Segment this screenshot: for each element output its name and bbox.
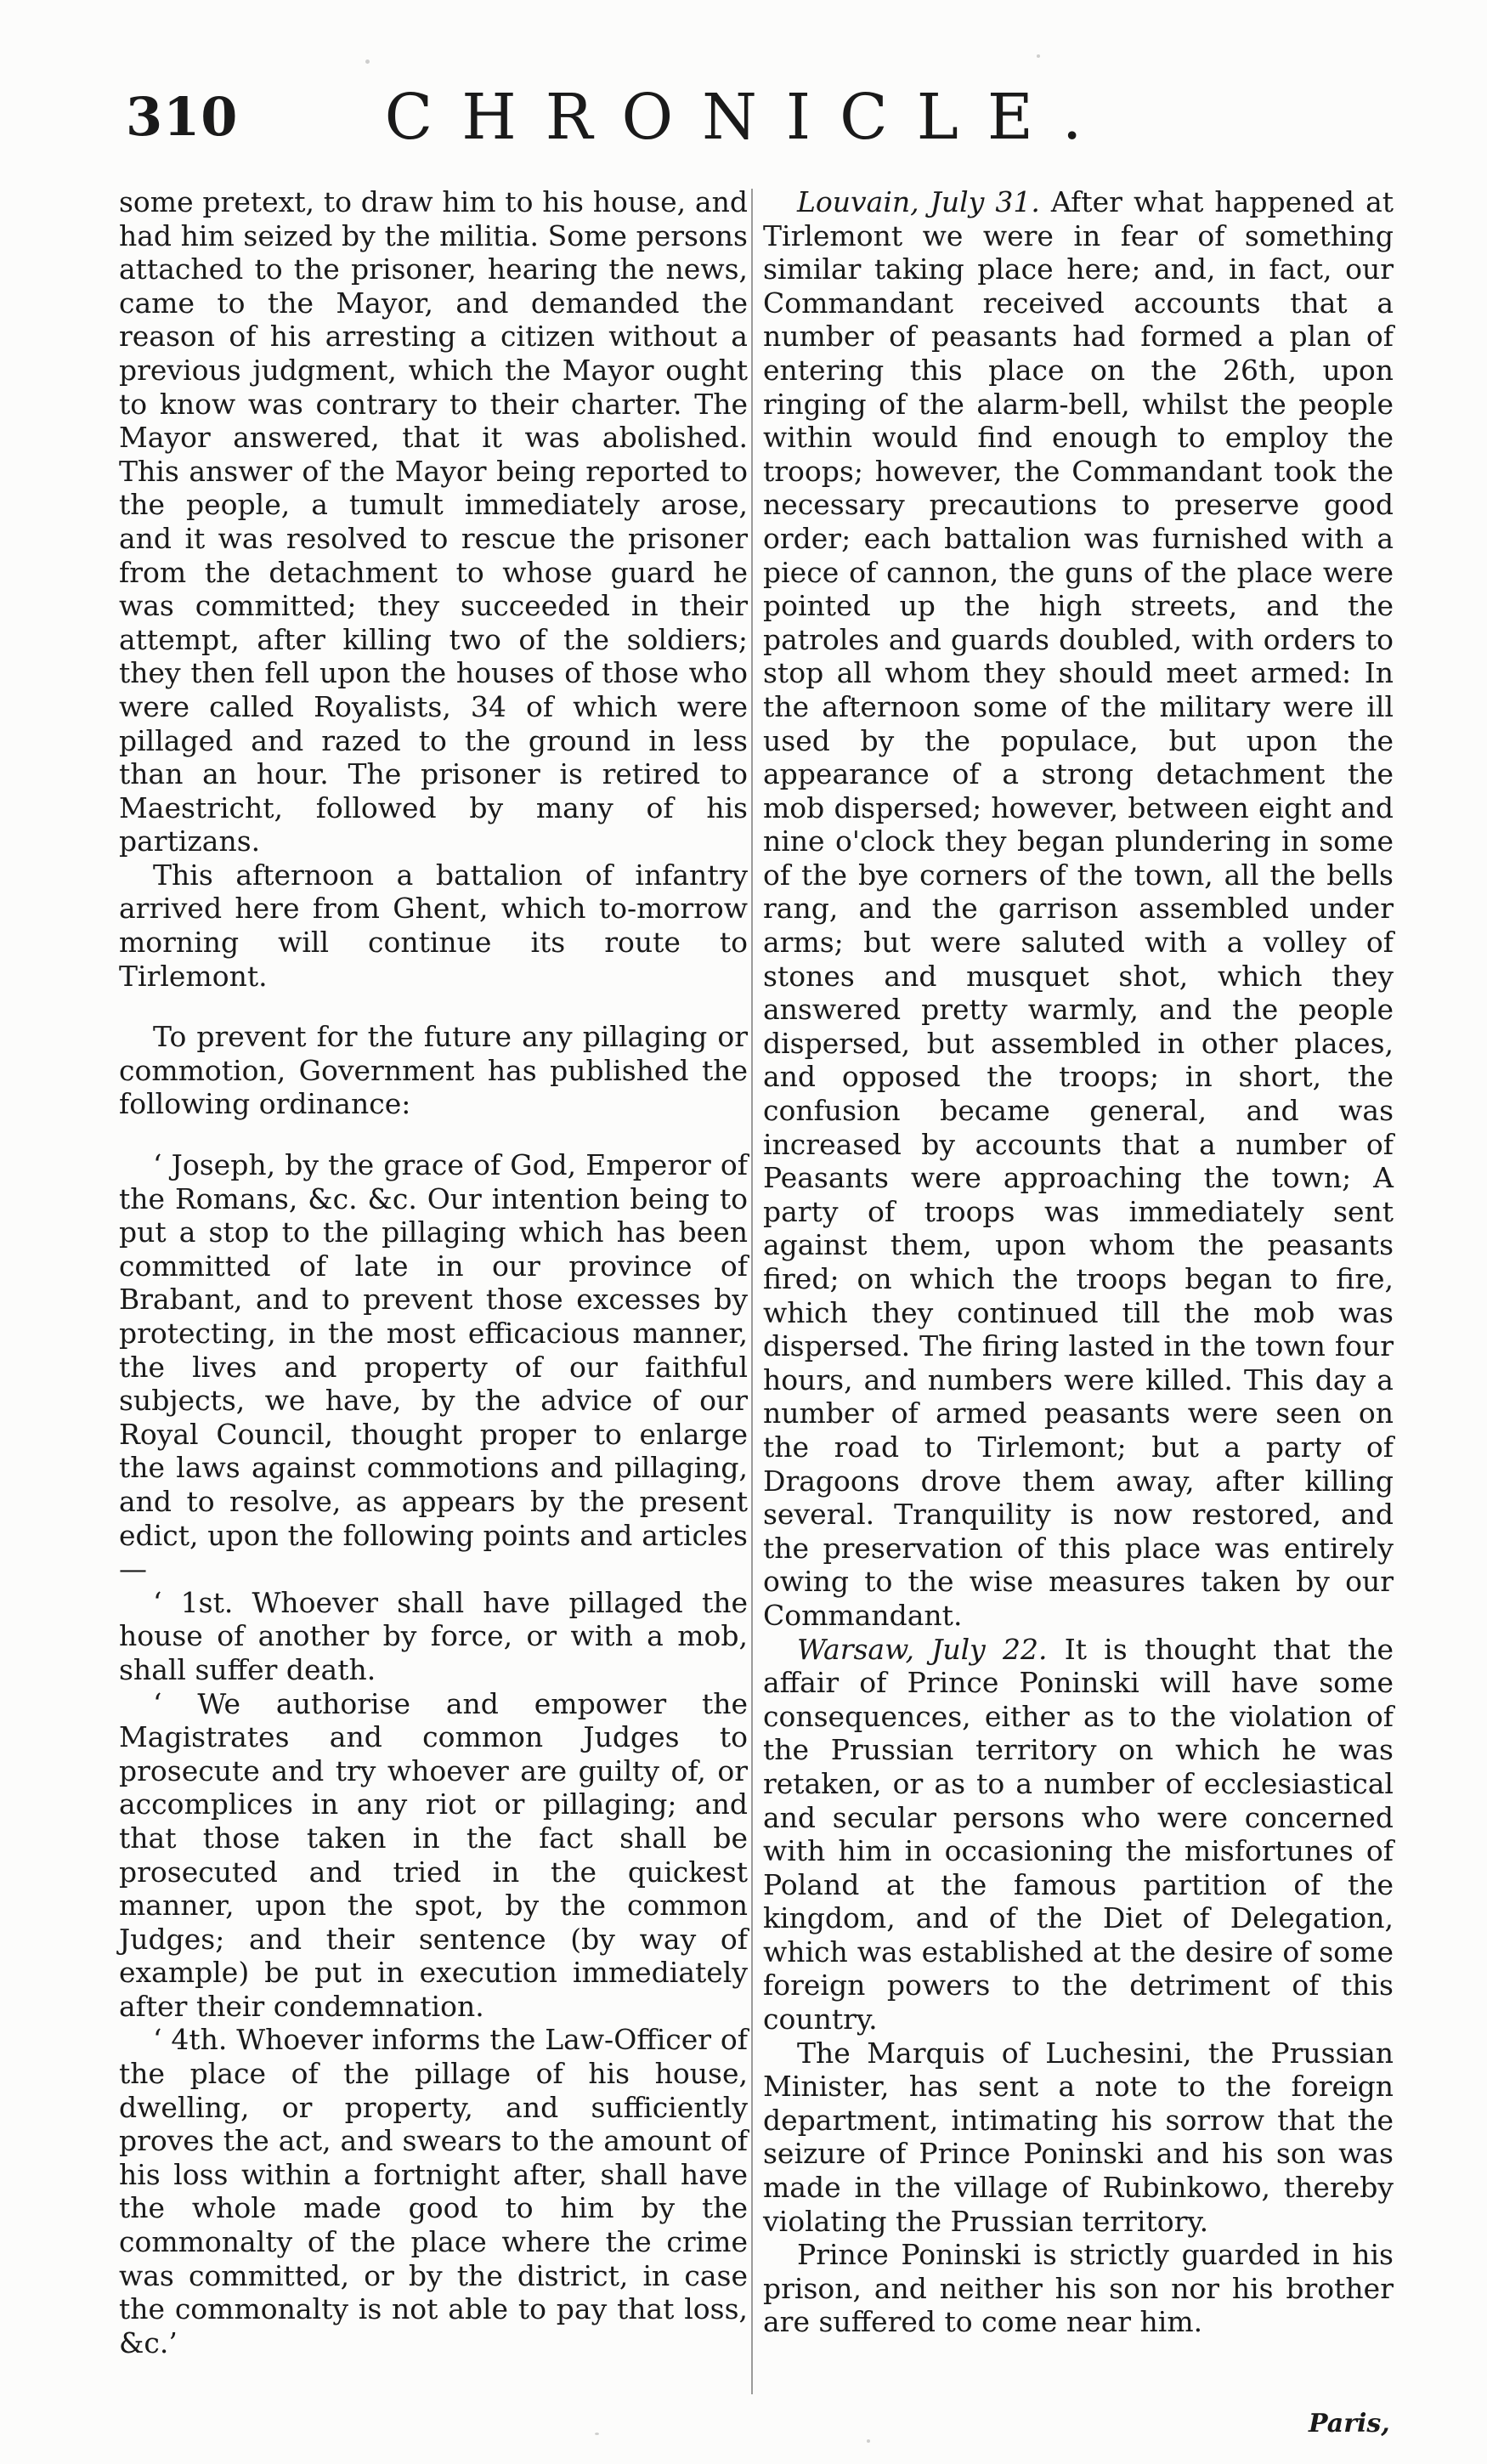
paragraph: ‘ Joseph, by the grace of God, Emperor of the Romans, &c. &c. Our intention being to put a stop to the pillaging which has been committed of late in our province of Brabant, and to prevent those excesses by protecting, in the most efficacious manner, the lives and property of our faithful subjects, we have, by the advice of our Royal Council, thought proper to enlarge the laws against commotions and pillaging, and to resolve, as appears by the present edict, upon the following points and articles— <box>119 1148 748 1586</box>
paragraph: This afternoon a battalion of infantry arrived here from Ghent, which to-morrow morning will continue its route to Tirlemont. <box>119 858 748 993</box>
left-column <box>119 185 748 2359</box>
page-number: 310 <box>126 86 239 148</box>
print-speck <box>595 2433 599 2435</box>
news-text: After what happened at Tirlemont we were in fear of something similar taking place here; and, in fact, our Commandant received accounts that a number of peasants had formed a plan of entering this place on the 26th, upon ringing of the alarm-bell, whilst the people within would find enough to employ the troops; however, the Commandant took the necessary precautions to preserve good order; each battalion was furnished with a piece of cannon, the guns of the place were pointed up the high streets, and the patroles and guards doubled, with orders to stop all whom they should meet armed: In the afternoon some of the military were ill used by the populace, but upon the appearance of a strong detachment the mob dispersed; however, between eight and nine o'clock they began plundering in some of the bye corners of the town, all the bells rang, and the garrison assembled under arms; but were saluted with a volley of stones and musquet shot, which they answered pretty warmly, and the people dispersed, but assembled in other places, and opposed the troops; in short, the confusion became general, and was increased by accounts that a number of Peasants were approaching the town; A party of troops was immediately sent against them, upon whom the peasants fired; on which the troops began to fire, which they continued till the mob was dispersed. The firing lasted in the town four hours, and numbers were killed. This day a number of armed peasants were seen on the road to Tirlemont; but a party of Dragoons drove them away, after killing several. Tranquility is now restored, and the preservation of this place was entirely owing to the wise measures taken by our Commandant. <box>763 185 1394 1632</box>
paragraph: some pretext, to draw him to his house, and had him seized by the militia. Some persons attached to the prisoner, hearing the news, came to the Mayor, and demanded the reason of his arresting a citizen without a previous judgment, which the Mayor ought to know was contrary to their charter. The Mayor answered, that it was abolished. This answer of the Mayor being reported to the people, a tumult immediately arose, and it was resolved to rescue the prisoner from the detachment to whose guard he was committed; they succeeded in their attempt, after killing two of the soldiers; they then fell upon the houses of those who were called Royalists, 34 of which were pillaged and razed to the ground in less than an hour. The prisoner is retired to Maestricht, followed by many of his partizans. <box>119 185 748 858</box>
running-head: CHRONICLE. <box>384 81 1111 154</box>
catchword: Paris, <box>1309 2409 1390 2439</box>
page-header <box>110 81 1385 174</box>
news-item <box>763 2036 1394 2239</box>
right-column <box>763 185 1394 2339</box>
news-item <box>763 2238 1394 2339</box>
news-text: The Marquis of Luchesini, the Prussian Minister, has sent a note to the foreign department, intimating his sorrow that the seizure of Prince Poninski and his son was made in the village of Rubinkowo, thereby violating the Prussian territory. <box>763 2036 1394 2238</box>
news-item <box>763 185 1394 1633</box>
paragraph: ‘ 4th. Whoever informs the Law-Officer of the place of the pillage of his house, dwelling, or property, and sufficiently proves the act, and swears to the amount of his loss within a fortnight after, shall have the whole made good to him by the commonalty of the place where the crime was committed, or by the district, in case the commonalty is not able to pay that loss, &c.’ <box>119 2023 748 2359</box>
print-speck <box>867 2439 870 2443</box>
paragraph: To prevent for the future any pillaging or commotion, Government has published the following ordinance: <box>119 1020 748 1121</box>
column-rule <box>751 189 753 2394</box>
dateline: Warsaw, July 22. <box>797 1632 1048 1666</box>
print-speck <box>365 59 370 64</box>
dateline: Louvain, July 31. <box>797 185 1040 218</box>
paragraph: ‘ We authorise and empower the Magistrates and common Judges to prosecute and try whoever are guilty of, or accomplices in any riot or pillaging; and that those taken in the fact shall be prosecuted and tried in the quickest manner, upon the spot, by the common Judges; and their sentence (by way of example) be put in execution immediately after their condemnation. <box>119 1686 748 2023</box>
print-speck <box>1037 54 1040 58</box>
paragraph: ‘ 1st. Whoever shall have pillaged the house of another by force, or with a mob, shall suffer death. <box>119 1585 748 1686</box>
news-item <box>763 1633 1394 2036</box>
news-text: It is thought that the affair of Prince Poninski will have some consequences, either as to the violation of the Prussian territory on which he was retaken, or as to a number of ecclesiastical and secular persons who were concerned with him in occasioning the misfortunes of Poland at the famous partition of the kingdom, and of the Diet of Delegation, which was established at the desire of some foreign powers to the detriment of this country. <box>763 1632 1394 2036</box>
news-text: Prince Poninski is strictly guarded in his prison, and neither his son nor his brother are suffered to come near him. <box>763 2238 1394 2339</box>
